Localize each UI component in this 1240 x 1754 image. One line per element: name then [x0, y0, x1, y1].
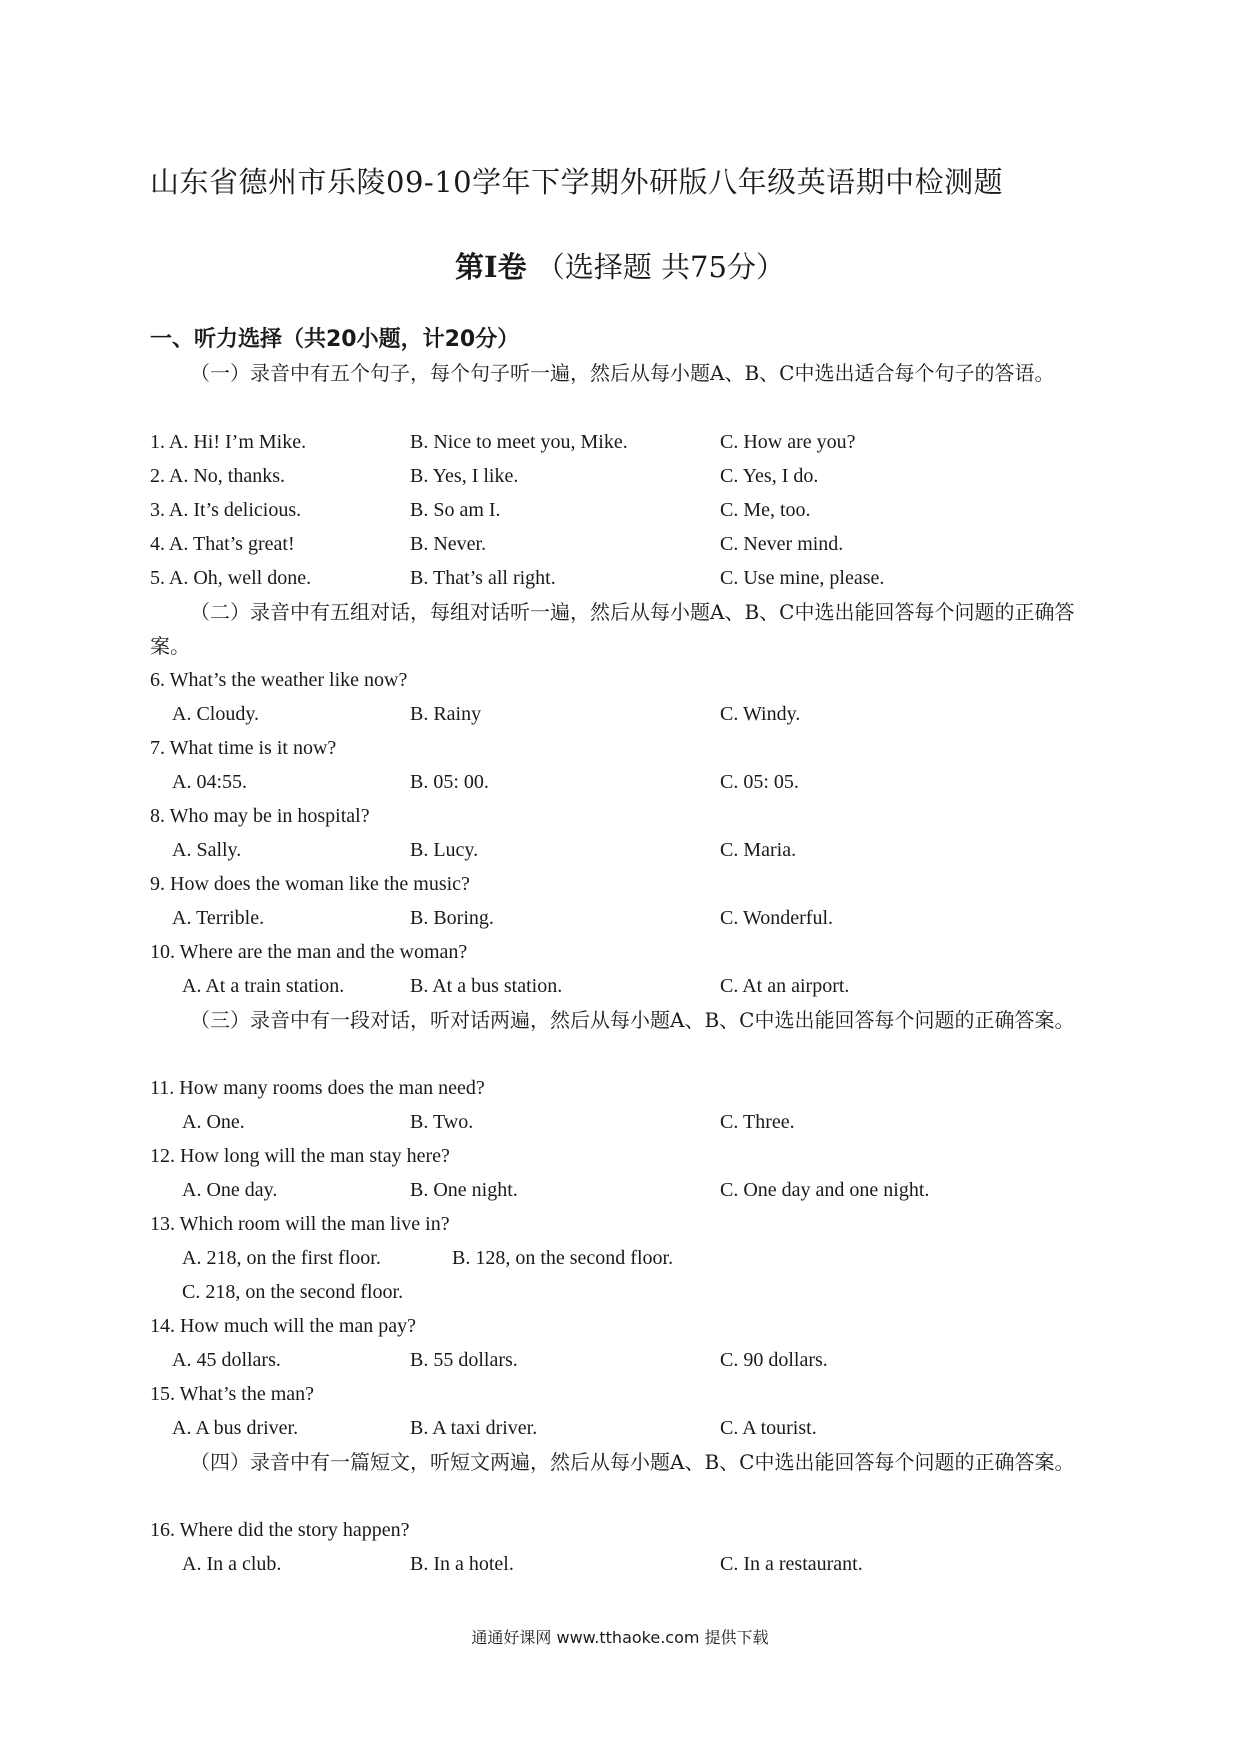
options-row — [150, 1411, 1100, 1445]
question-row — [150, 561, 1100, 595]
option-c: C. In a restaurant. — [720, 1553, 863, 1575]
option-a: A. In a club. — [182, 1553, 282, 1575]
instruction-2: （二）录音中有五组对话，每组对话听一遍，然后从每小题A、B、C中选出能回答每个问题的正确答案。 — [150, 600, 1075, 658]
instruction-1: （一）录音中有五个句子，每个句子听一遍，然后从每小题A、B、C中选出适合每个句子的答语。 — [190, 361, 1055, 385]
question-text: 13. Which room will the man live in? — [150, 1213, 450, 1235]
option-c: C. One day and one night. — [720, 1179, 930, 1201]
option-b: B. At a bus station. — [410, 975, 563, 997]
question-text: 14. How much will the man pay? — [150, 1315, 417, 1337]
option-b: B. 05: 00. — [410, 771, 489, 793]
question-row — [150, 493, 1100, 527]
option-a: A. One. — [182, 1111, 245, 1133]
option-a: A. Sally. — [172, 839, 242, 861]
option-b: B. Yes, I like. — [410, 465, 519, 487]
instruction-4: （四）录音中有一篇短文，听短文两遍，然后从每小题A、B、C中选出能回答每个问题的正确答案。 — [190, 1450, 1075, 1474]
option-b: B. That’s all right. — [410, 567, 556, 589]
option-b: B. 55 dollars. — [410, 1349, 518, 1371]
option-a: 4. A. That’s great! — [150, 533, 295, 555]
option-c: C. Use mine, please. — [720, 567, 885, 589]
question-text: 8. Who may be in hospital? — [150, 805, 370, 827]
option-a: A. Cloudy. — [172, 703, 260, 725]
question-text: 10. Where are the man and the woman? — [150, 941, 468, 963]
question-text: 16. Where did the story happen? — [150, 1519, 410, 1541]
option-a: A. 04:55. — [172, 771, 247, 793]
option-a: A. A bus driver. — [172, 1417, 299, 1439]
option-b: B. So am I. — [410, 499, 501, 521]
question-text: 7. What time is it now? — [150, 737, 337, 759]
option-b: B. 128, on the second floor. — [452, 1247, 674, 1269]
option-b: B. Rainy — [410, 703, 482, 725]
option-a: A. At a train station. — [182, 975, 345, 997]
options-row — [150, 833, 1100, 867]
option-c: C. Wonderful. — [720, 907, 834, 929]
options-row — [150, 765, 1100, 799]
option-c: C. 218, on the second floor. — [182, 1281, 404, 1303]
question-text: 15. What’s the man? — [150, 1383, 315, 1405]
part-title-main: 第Ⅰ卷 — [455, 250, 527, 284]
option-c: C. Me, too. — [720, 499, 811, 521]
options-row — [150, 1275, 1100, 1309]
options-row — [150, 1547, 1100, 1581]
question-text: 12. How long will the man stay here? — [150, 1145, 450, 1167]
page-footer: 通通好课网 www.tthaoke.com 提供下载 — [471, 1628, 769, 1647]
option-a: 2. A. No, thanks. — [150, 465, 285, 487]
option-b: B. A taxi driver. — [410, 1417, 538, 1439]
option-c: C. 90 dollars. — [720, 1349, 828, 1371]
option-b: B. Never. — [410, 533, 487, 555]
question-text: 6. What’s the weather like now? — [150, 669, 408, 691]
option-c: C. Never mind. — [720, 533, 844, 555]
option-a: A. One day. — [182, 1179, 278, 1201]
question-row — [150, 527, 1100, 561]
option-c: C. Three. — [720, 1111, 795, 1133]
option-c: C. A tourist. — [720, 1417, 817, 1439]
option-c: C. How are you? — [720, 431, 856, 453]
option-a: 1. A. Hi! I’m Mike. — [150, 431, 307, 453]
part-title — [0, 245, 1240, 286]
question-row — [150, 459, 1100, 493]
option-c: C. Maria. — [720, 839, 797, 861]
option-b: B. Boring. — [410, 907, 494, 929]
options-row — [150, 901, 1100, 935]
option-c: C. 05: 05. — [720, 771, 799, 793]
options-row — [150, 1241, 1100, 1275]
section-heading: 一、听力选择（共20小题，计20分） — [150, 327, 520, 352]
option-c: C. At an airport. — [720, 975, 850, 997]
option-b: B. Nice to meet you, Mike. — [410, 431, 628, 453]
part-title-sub: （选择题 共75分） — [535, 250, 785, 284]
option-a: A. 218, on the first floor. — [182, 1247, 381, 1269]
option-a: 5. A. Oh, well done. — [150, 567, 312, 589]
option-c: C. Yes, I do. — [720, 465, 819, 487]
document-title: 山东省德州市乐陵09-10学年下学期外研版八年级英语期中检测题 — [150, 165, 1004, 199]
question-text: 11. How many rooms does the man need? — [150, 1077, 485, 1099]
options-row — [150, 1105, 1100, 1139]
question-text: 9. How does the woman like the music? — [150, 873, 470, 895]
option-b: B. One night. — [410, 1179, 518, 1201]
question-row — [150, 425, 1100, 459]
option-a: A. Terrible. — [172, 907, 265, 929]
option-b: B. Two. — [410, 1111, 474, 1133]
option-b: B. In a hotel. — [410, 1553, 514, 1575]
options-row — [150, 697, 1100, 731]
options-row — [150, 1343, 1100, 1377]
option-a: 3. A. It’s delicious. — [150, 499, 302, 521]
option-b: B. Lucy. — [410, 839, 479, 861]
option-a: A. 45 dollars. — [172, 1349, 281, 1371]
option-c: C. Windy. — [720, 703, 801, 725]
options-row — [150, 969, 1100, 1003]
options-row — [150, 1173, 1100, 1207]
instruction-3: （三）录音中有一段对话，听对话两遍，然后从每小题A、B、C中选出能回答每个问题的正确答案。 — [190, 1008, 1075, 1032]
